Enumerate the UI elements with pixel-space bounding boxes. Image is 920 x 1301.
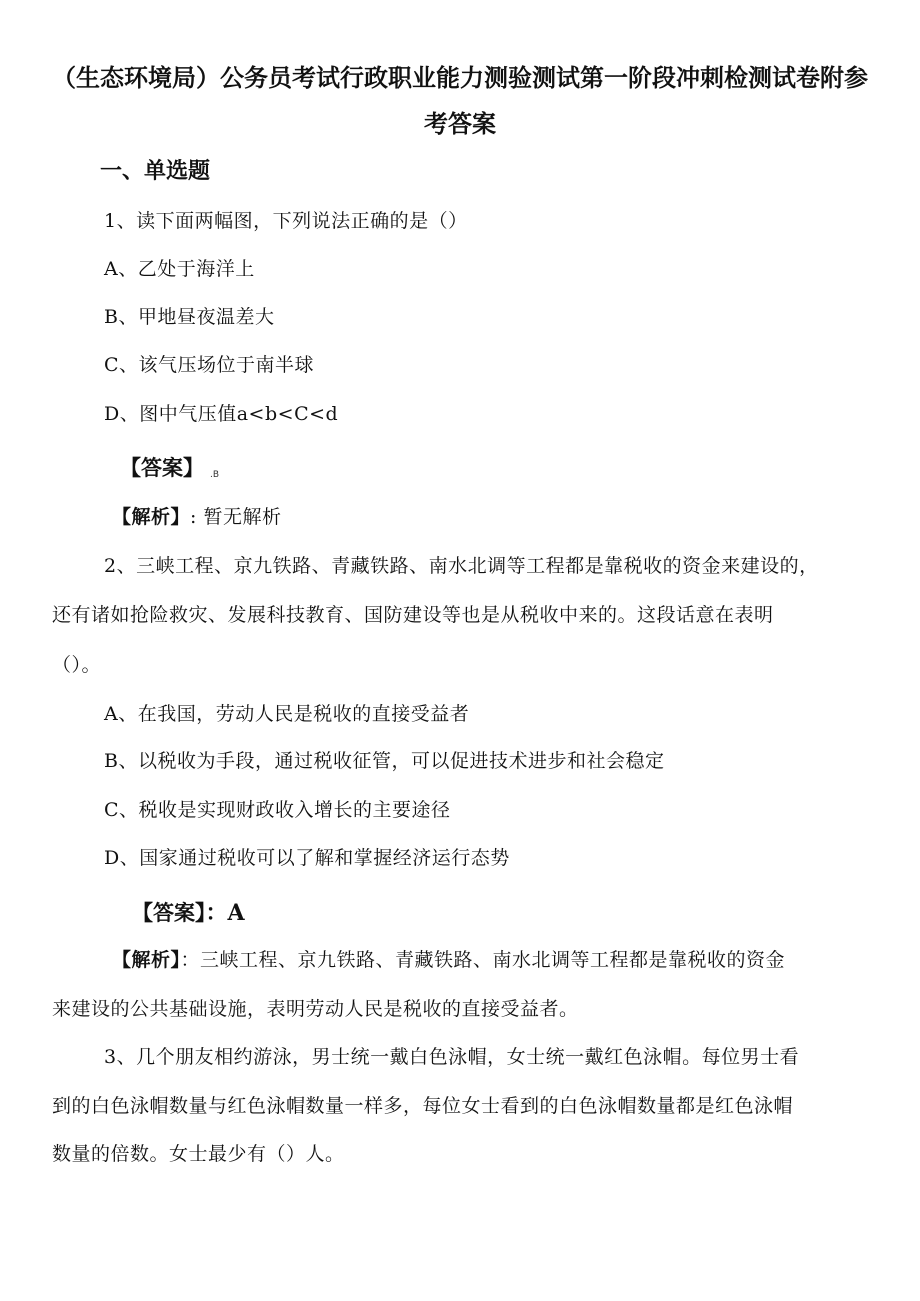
question-3-stem-line-1: 3、几个朋友相约游泳，男士统一戴白色泳帽，女士统一戴红色泳帽。每位男士看 bbox=[104, 1046, 800, 1068]
question-1-option-b: B、甲地昼夜温差大 bbox=[104, 306, 275, 328]
question-2-analysis-line-1 bbox=[112, 945, 785, 972]
analysis-label: 【解析】 bbox=[112, 506, 191, 528]
document-title-line-1: （生态环境局）公务员考试行政职业能力测验测试第一阶段冲刺检测试卷附参 bbox=[52, 64, 868, 92]
question-1-stem: 1、读下面两幅图，下列说法正确的是（） bbox=[104, 210, 468, 232]
question-2-stem-line-2: 还有诸如抢险救灾、发展科技教育、国防建设等也是从税收中来的。这段话意在表明 bbox=[52, 604, 774, 626]
document-title-line-2: 考答案 bbox=[424, 110, 496, 138]
analysis-text: : 暂无解析 bbox=[190, 506, 282, 528]
question-2-option-d: D、国家通过税收可以了解和掌握经济运行态势 bbox=[104, 847, 510, 869]
question-2-stem-line-3: （）。 bbox=[52, 654, 102, 676]
question-2-option-c: C、税收是实现财政收入增长的主要途径 bbox=[104, 799, 451, 821]
question-2-option-b: B、以税收为手段，通过税收征管，可以促进技术进步和社会稳定 bbox=[104, 750, 665, 772]
answer-label: 【答案】 bbox=[132, 901, 206, 925]
question-1-option-c: C、该气压场位于南半球 bbox=[104, 354, 315, 376]
analysis-label: 【解析】 bbox=[112, 949, 181, 971]
question-1-answer bbox=[120, 452, 219, 482]
question-2-answer bbox=[132, 896, 245, 927]
question-1-option-a: A、乙处于海洋上 bbox=[104, 258, 255, 280]
answer-label: 【答案】 bbox=[120, 456, 204, 480]
analysis-text: ：三峡工程、京九铁路、青藏铁路、南水北调等工程都是靠税收的资金 bbox=[180, 949, 786, 971]
answer-mark: .B bbox=[210, 470, 220, 480]
section-heading: 一、单选题 bbox=[100, 159, 211, 184]
question-3-stem-line-2: 到的白色泳帽数量与红色泳帽数量一样多，每位女士看到的白色泳帽数量都是红色泳帽 bbox=[52, 1095, 794, 1117]
question-2-stem-line-1: 2、三峡工程、京九铁路、青藏铁路、南水北调等工程都是靠税收的资金来建设的， bbox=[104, 555, 819, 577]
question-1-analysis bbox=[112, 502, 281, 529]
question-3-stem-line-3: 数量的倍数。女士最少有（）人。 bbox=[52, 1143, 345, 1165]
answer-value: ：A bbox=[205, 900, 245, 926]
question-2-analysis-line-2: 来建设的公共基础设施，表明劳动人民是税收的直接受益者。 bbox=[52, 998, 579, 1020]
question-2-option-a: A、在我国，劳动人民是税收的直接受益者 bbox=[104, 703, 470, 725]
question-1-option-d: D、图中气压值a<b<C<d bbox=[104, 403, 339, 425]
